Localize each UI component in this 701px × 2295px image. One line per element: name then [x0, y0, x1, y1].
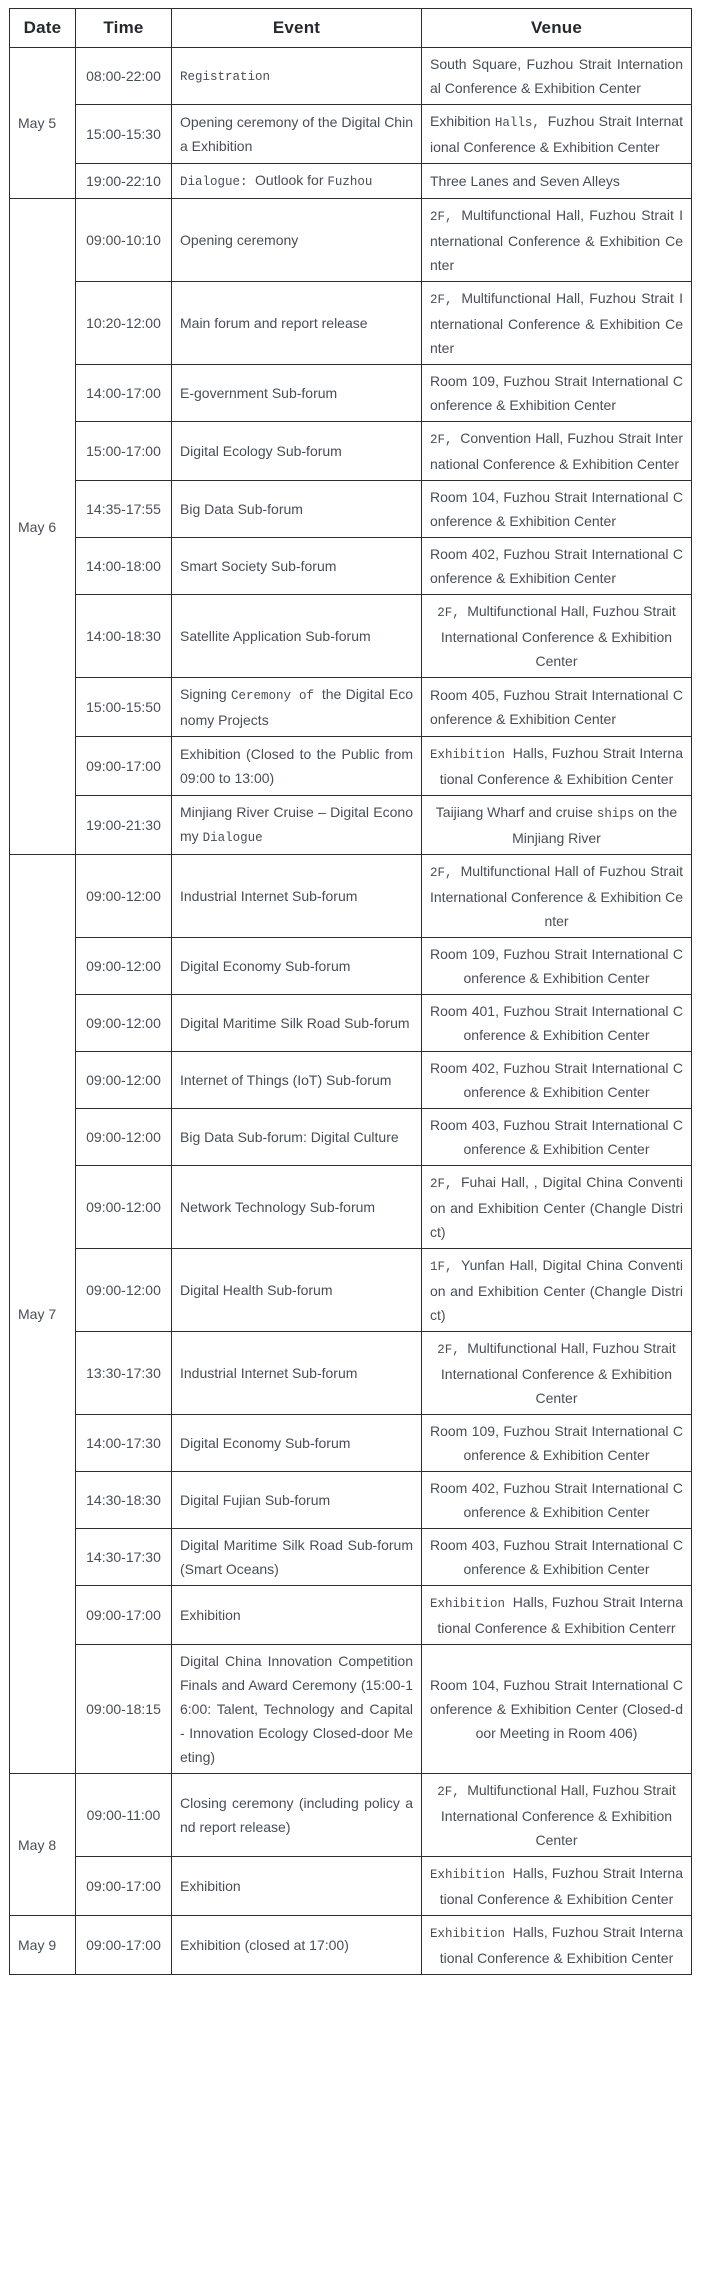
venue-cell [422, 796, 692, 855]
time-cell: 09:00-11:00 [76, 1774, 172, 1857]
event-cell [172, 1109, 422, 1166]
time-cell: 09:00-17:00 [76, 737, 172, 796]
text-run: Multifunctional Hall of Fuzhou Strait International Conference & Exhibition Center [430, 863, 683, 929]
venue-cell [422, 1249, 692, 1332]
venue-cell [422, 1109, 692, 1166]
songti-text-run: Ceremony of [231, 689, 322, 703]
event-cell [172, 1645, 422, 1774]
text-run: Room 403, Fuzhou Strait International Conference & Exhibition Center [430, 1537, 683, 1577]
schedule-table [9, 8, 692, 1975]
venue-cell [422, 105, 692, 164]
date-cell: May 9 [10, 1916, 76, 1975]
table-row [10, 1857, 692, 1916]
text-run: Digital Maritime Silk Road Sub-forum (Smart Oceans) [180, 1537, 413, 1577]
text-run: Satellite Application Sub-forum [180, 628, 371, 644]
time-cell: 09:00-17:00 [76, 1916, 172, 1975]
text-run: Room 402, Fuzhou Strait International Conference & Exhibition Center [430, 546, 683, 586]
schedule-header [10, 9, 692, 48]
table-row [10, 855, 692, 938]
table-row [10, 1774, 692, 1857]
table-row [10, 1166, 692, 1249]
event-cell [172, 796, 422, 855]
date-cell: May 5 [10, 48, 76, 199]
event-cell [172, 164, 422, 199]
time-cell: 19:00-22:10 [76, 164, 172, 199]
venue-cell [422, 538, 692, 595]
time-cell: 14:00-17:30 [76, 1415, 172, 1472]
time-cell: 09:00-12:00 [76, 1109, 172, 1166]
table-row [10, 282, 692, 365]
text-run: Network Technology Sub-forum [180, 1199, 376, 1215]
songti-text-run: 1F, [430, 1260, 462, 1274]
venue-cell [422, 1415, 692, 1472]
text-run: Industrial Internet Sub-forum [180, 888, 358, 904]
songti-text-run: 2F, [437, 1785, 468, 1799]
time-cell: 14:30-18:30 [76, 1472, 172, 1529]
text-run: Industrial Internet Sub-forum [180, 1365, 358, 1381]
songti-text-run: Fuzhou [327, 175, 373, 189]
text-run: Room 402, Fuzhou Strait International Conference & Exhibition Center [430, 1480, 683, 1520]
venue-cell [422, 995, 692, 1052]
text-run: Exhibition [180, 1878, 241, 1894]
time-cell: 10:20-12:00 [76, 282, 172, 365]
text-run: Digital China Innovation Competition Finals and Award Ceremony (15:00-16:00: Talent, Technology and Capital - Innovation Ecology Closed-door Meeting) [180, 1653, 413, 1765]
time-cell: 15:00-15:30 [76, 105, 172, 164]
venue-cell [422, 595, 692, 678]
text-run: Digital Maritime Silk Road Sub-forum [180, 1015, 410, 1031]
venue-cell [422, 1645, 692, 1774]
songti-text-run: Registration [180, 70, 271, 84]
table-row [10, 1052, 692, 1109]
time-cell: 09:00-12:00 [76, 938, 172, 995]
text-run: Room 104, Fuzhou Strait International Conference & Exhibition Center [430, 489, 683, 529]
text-run: Digital Economy Sub-forum [180, 1435, 351, 1451]
time-cell: 09:00-17:00 [76, 1586, 172, 1645]
table-row [10, 938, 692, 995]
table-row [10, 481, 692, 538]
text-run: Digital Health Sub-forum [180, 1282, 333, 1298]
event-cell [172, 1472, 422, 1529]
songti-text-run: ships [596, 807, 635, 821]
table-row [10, 678, 692, 737]
table-row [10, 1645, 692, 1774]
event-cell [172, 48, 422, 105]
text-run: Multifunctional Hall, Fuzhou Strait International Conference & Exhibition Center [440, 603, 676, 669]
header-row [10, 9, 692, 48]
time-cell: 14:30-17:30 [76, 1529, 172, 1586]
venue-cell [422, 1332, 692, 1415]
table-row [10, 48, 692, 105]
text-run: Exhibition (closed at 17:00) [180, 1937, 349, 1953]
songti-text-run: 2F, [430, 293, 462, 307]
songti-text-run: Exhibition [430, 1868, 513, 1882]
event-cell [172, 1415, 422, 1472]
venue-cell [422, 1052, 692, 1109]
venue-cell [422, 365, 692, 422]
venue-cell [422, 1857, 692, 1916]
text-run: Multifunctional Hall, Fuzhou Strait International Conference & Exhibition Center [440, 1782, 676, 1848]
text-run: Halls, Fuzhou Strait International Conference & Exhibition Centerr [437, 1594, 684, 1636]
event-cell [172, 481, 422, 538]
event-cell [172, 422, 422, 481]
text-run: Yunfan Hall, Digital China Convention and Exhibition Center (Changle District) [430, 1257, 683, 1323]
text-run: Exhibition (Closed to the Public from 09:00 to 13:00) [180, 746, 413, 786]
header-date: Date [10, 9, 76, 48]
table-row [10, 105, 692, 164]
time-cell: 09:00-17:00 [76, 1857, 172, 1916]
venue-cell [422, 737, 692, 796]
text-run: Outlook for [255, 172, 328, 188]
schedule-body [10, 48, 692, 1975]
table-row [10, 538, 692, 595]
table-row [10, 1916, 692, 1975]
table-row [10, 365, 692, 422]
text-run: the Digital Economy Projects [180, 686, 413, 728]
text-run: Convention Hall, Fuzhou Strait International Conference & Exhibition Center [430, 430, 683, 472]
text-run: Taijiang Wharf and cruise [435, 804, 597, 820]
time-cell: 09:00-10:10 [76, 199, 172, 282]
time-cell: 14:35-17:55 [76, 481, 172, 538]
event-cell [172, 1529, 422, 1586]
venue-cell [422, 1529, 692, 1586]
text-run: Room 403, Fuzhou Strait International Conference & Exhibition Center [430, 1117, 683, 1157]
event-cell [172, 1332, 422, 1415]
text-run: Room 104, Fuzhou Strait International Conference & Exhibition Center (Closed-door Meeting in Room 406) [430, 1677, 683, 1741]
songti-text-run: Dialogue [202, 831, 263, 845]
table-row [10, 1472, 692, 1529]
text-run: Exhibition [430, 113, 495, 129]
event-cell [172, 1857, 422, 1916]
venue-cell [422, 164, 692, 199]
venue-cell [422, 282, 692, 365]
text-run: South Square, Fuzhou Strait International Conference & Exhibition Center [430, 56, 683, 96]
text-run: Fuzhou Strait International Conference & Exhibition Center [430, 113, 683, 155]
table-row [10, 737, 692, 796]
venue-cell [422, 938, 692, 995]
table-row [10, 422, 692, 481]
event-cell [172, 282, 422, 365]
venue-cell [422, 855, 692, 938]
table-row [10, 1586, 692, 1645]
venue-cell [422, 678, 692, 737]
venue-cell [422, 422, 692, 481]
text-run: Opening ceremony of the Digital China Exhibition [180, 114, 413, 154]
text-run: Room 109, Fuzhou Strait International Conference & Exhibition Center [430, 1423, 683, 1463]
text-run: Room 109, Fuzhou Strait International Conference & Exhibition Center [430, 946, 683, 986]
venue-cell [422, 1916, 692, 1975]
text-run: Exhibition [180, 1607, 241, 1623]
text-run: Digital Fujian Sub-forum [180, 1492, 331, 1508]
venue-cell [422, 1166, 692, 1249]
event-cell [172, 1916, 422, 1975]
time-cell: 15:00-17:00 [76, 422, 172, 481]
text-run: E-government Sub-forum [180, 385, 338, 401]
text-run: Big Data Sub-forum [180, 501, 303, 517]
songti-text-run: 2F, [430, 866, 461, 880]
songti-text-run: Exhibition [430, 748, 513, 762]
date-cell: May 6 [10, 199, 76, 855]
time-cell: 09:00-12:00 [76, 995, 172, 1052]
songti-text-run: Exhibition [430, 1597, 513, 1611]
table-row [10, 995, 692, 1052]
event-cell [172, 1774, 422, 1857]
table-row [10, 796, 692, 855]
table-row [10, 1249, 692, 1332]
text-run: Signing [180, 686, 232, 702]
venue-cell [422, 1586, 692, 1645]
songti-text-run: 2F, [437, 606, 468, 620]
event-cell [172, 678, 422, 737]
header-event: Event [172, 9, 422, 48]
table-row [10, 1415, 692, 1472]
table-row [10, 199, 692, 282]
songti-text-run: Dialogue: [180, 175, 256, 189]
text-run: Halls, Fuzhou Strait International Conference & Exhibition Center [439, 745, 684, 787]
event-cell [172, 199, 422, 282]
text-run: Halls, Fuzhou Strait International Conference & Exhibition Center [439, 1924, 684, 1966]
venue-cell [422, 1472, 692, 1529]
text-run: Digital Economy Sub-forum [180, 958, 351, 974]
event-cell [172, 365, 422, 422]
table-row [10, 595, 692, 678]
time-cell: 14:00-18:00 [76, 538, 172, 595]
date-cell: May 8 [10, 1774, 76, 1916]
text-run: Three Lanes and Seven Alleys [430, 173, 620, 189]
text-run: Minjiang River Cruise – Digital Economy [180, 804, 413, 844]
text-run: Multifunctional Hall, Fuzhou Strait International Conference & Exhibition Center [430, 290, 683, 356]
table-row [10, 1529, 692, 1586]
event-cell [172, 595, 422, 678]
songti-text-run: 2F, [430, 1177, 461, 1191]
songti-text-run: 2F, [430, 433, 461, 447]
event-cell [172, 855, 422, 938]
header-time: Time [76, 9, 172, 48]
text-run: Room 405, Fuzhou Strait International Conference & Exhibition Center [430, 687, 683, 727]
time-cell: 19:00-21:30 [76, 796, 172, 855]
time-cell: 09:00-12:00 [76, 1249, 172, 1332]
time-cell: 14:00-17:00 [76, 365, 172, 422]
event-cell [172, 105, 422, 164]
songti-text-run: Halls, [494, 116, 548, 130]
text-run: Fuhai Hall, , Digital China Convention and Exhibition Center (Changle District) [430, 1174, 683, 1240]
text-run: Room 109, Fuzhou Strait International Conference & Exhibition Center [430, 373, 683, 413]
table-row [10, 1109, 692, 1166]
event-cell [172, 995, 422, 1052]
time-cell: 15:00-15:50 [76, 678, 172, 737]
time-cell: 09:00-12:00 [76, 1166, 172, 1249]
table-row [10, 1332, 692, 1415]
text-run: Multifunctional Hall, Fuzhou Strait International Conference & Exhibition Center [430, 207, 683, 273]
time-cell: 08:00-22:00 [76, 48, 172, 105]
time-cell: 14:00-18:30 [76, 595, 172, 678]
time-cell: 09:00-18:15 [76, 1645, 172, 1774]
time-cell: 13:30-17:30 [76, 1332, 172, 1415]
text-run: Digital Ecology Sub-forum [180, 443, 342, 459]
text-run: Big Data Sub-forum: Digital Culture [180, 1129, 399, 1145]
songti-text-run: Exhibition [430, 1927, 513, 1941]
event-cell [172, 1052, 422, 1109]
text-run: Multifunctional Hall, Fuzhou Strait International Conference & Exhibition Center [440, 1340, 676, 1406]
text-run: on the Minjiang River [512, 804, 678, 846]
event-cell [172, 1166, 422, 1249]
songti-text-run: 2F, [430, 210, 462, 224]
table-row [10, 164, 692, 199]
event-cell [172, 938, 422, 995]
text-run: Opening ceremony [180, 232, 299, 248]
text-run: Internet of Things (IoT) Sub-forum [180, 1072, 392, 1088]
venue-cell [422, 481, 692, 538]
venue-cell [422, 1774, 692, 1857]
event-cell [172, 737, 422, 796]
date-cell: May 7 [10, 855, 76, 1774]
text-run: Halls, Fuzhou Strait International Conference & Exhibition Center [439, 1865, 684, 1907]
songti-text-run: 2F, [437, 1343, 468, 1357]
text-run: Room 401, Fuzhou Strait International Conference & Exhibition Center [430, 1003, 683, 1043]
venue-cell [422, 199, 692, 282]
event-cell [172, 1586, 422, 1645]
text-run: Room 402, Fuzhou Strait International Conference & Exhibition Center [430, 1060, 683, 1100]
header-venue: Venue [422, 9, 692, 48]
time-cell: 09:00-12:00 [76, 1052, 172, 1109]
venue-cell [422, 48, 692, 105]
text-run: Main forum and report release [180, 315, 368, 331]
text-run: Smart Society Sub-forum [180, 558, 337, 574]
text-run: Closing ceremony (including policy and report release) [180, 1795, 413, 1835]
time-cell: 09:00-12:00 [76, 855, 172, 938]
event-cell [172, 1249, 422, 1332]
event-cell [172, 538, 422, 595]
